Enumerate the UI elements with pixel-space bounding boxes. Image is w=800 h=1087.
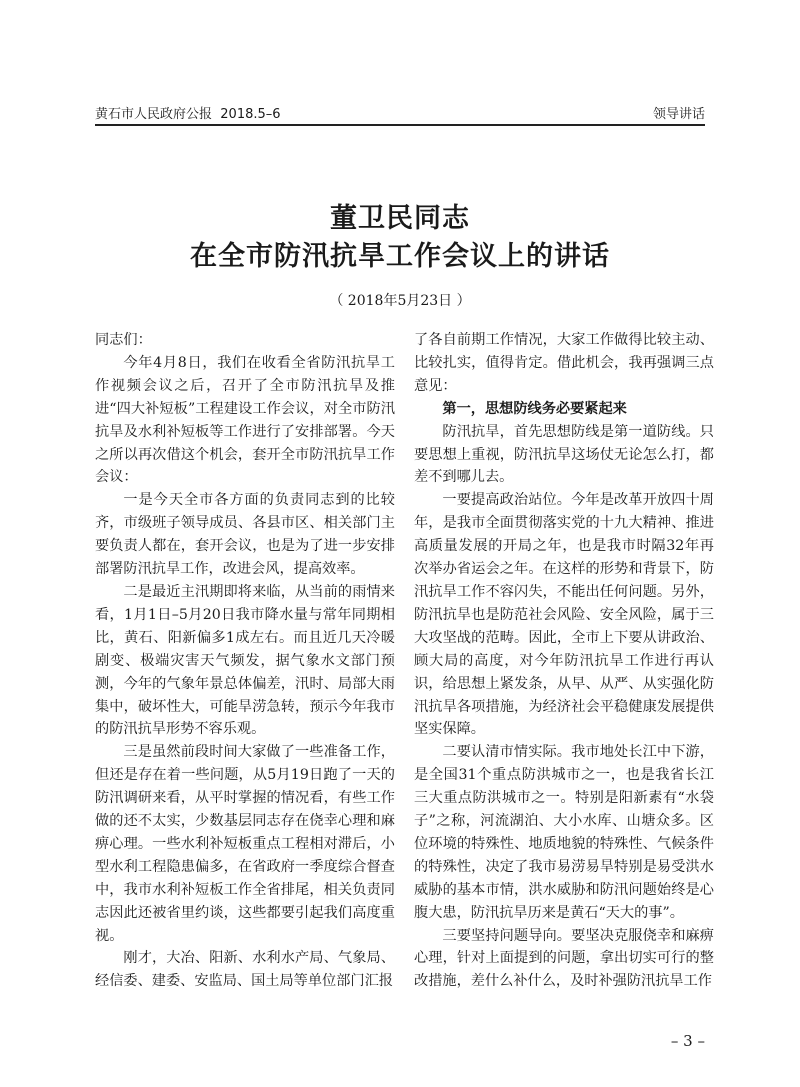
- section-label: 领导讲话: [652, 107, 705, 122]
- issue-number: 2018.5–6: [220, 107, 281, 122]
- title-line-1: 董卫民同志: [330, 203, 470, 234]
- left-column: [95, 329, 395, 993]
- body-paragraph: 二是最近主汛期即将来临，从当前的雨情来看，1月1日–5月20日我市降水量与常年同期相比，黄石、阳新偏多1成左右。而且近几天冷暖剧变、极端灾害天气频发，据气象水文部门预测，今年的气象年景总体偏差，汛时、局部大雨集中，破坏性大，可能旱涝急转，预示今年我市的防汛抗旱形势不容乐观。: [95, 583, 395, 738]
- body-paragraph: 三是虽然前段时间大家做了一些准备工作，但还是存在着一些问题，从5月19日跑了一天的防汛调研来看，从平时掌握的情况看，有些工作做的还不太实，少数基层同志存在侥幸心理和麻痹心理。一些水利补短板重点工程相对滞后，小型水利工程隐患偏多，在省政府一季度综合督查中，我市水利补短板工作全省排尾，相关负责同志因此还被省里约谈，这些都要引起我们高度重视。: [95, 744, 395, 944]
- page-number: – 3 –: [670, 1032, 705, 1050]
- salutation: 同志们：: [95, 332, 152, 348]
- publication-name: 黄石市人民政府公报: [95, 107, 213, 122]
- header-publication-issue: [95, 103, 281, 122]
- title-line-2: 在全市防汛抗旱工作会议上的讲话: [190, 241, 610, 272]
- body-paragraph: 刚才，大冶、阳新、水利水产局、气象局、经信委、建委、安监局、国土局等单位部门汇报: [95, 950, 395, 990]
- header-divider: [95, 124, 705, 126]
- body-paragraph: 今年4月8日，我们在收看全省防汛抗旱工作视频会议之后，召开了全市防汛抗旱及推进“四大补短板”工程建设工作会议，对全市防汛抗旱及水利补短板等工作进行了安排部署。今天之所以再次借这个机会，套开全市防汛抗旱工作会议：: [95, 354, 395, 486]
- body-paragraph: 一要提高政治站位。今年是改革开放四十周年，是我市全面贯彻落实党的十九大精神、推进高质量发展的开局之年，也是我市时隔32年再次举办省运会之年。在这样的形势和背景下，防汛抗旱工作不容闪失，不能出任何问题。另外，防汛抗旱也是防范社会风险、安全风险，属于三大攻坚战的范畴。因此，全市上下要从讲政治、顾大局的高度，对今年防汛抗旱工作进行再认识，给思想上紧发条，从早、从严、从实强化防汛抗旱各项措施，为经济社会平稳健康发展提供坚实保障。: [414, 492, 714, 738]
- section-subheading: 第一，思想防线务必要紧起来: [442, 400, 627, 417]
- body-paragraph: 一是今天全市各方面的负责同志到的比较齐，市级班子领导成员、各县市区、相关部门主要负责人都在，套开会议，也是为了进一步安排部署防汛抗旱工作，改进会风，提高效率。: [95, 492, 395, 578]
- body-paragraph: 二要认清市情实际。我市地处长江中下游，是全国31个重点防洪城市之一，也是我省长江三大重点防洪城市之一。特别是阳新素有“水袋子”之称，河流湖泊、大小水库、山塘众多。区位环境的特殊性、地质地貌的特殊性、气候条件的特殊性，决定了我市易涝易旱特别是易受洪水威胁的基本市情，洪水威胁和防汛问题始终是心腹大患，防汛抗旱历来是黄石“天大的事”。: [414, 744, 714, 921]
- running-header: [95, 101, 705, 121]
- speech-date: （ 2018年5月23日 ）: [329, 293, 471, 309]
- body-paragraph: 防汛抗旱，首先思想防线是第一道防线。只要思想上重视，防汛抗旱这场仗无论怎么打，都差不到哪儿去。: [414, 423, 714, 486]
- body-paragraph: 三要坚持问题导向。要坚决克服侥幸和麻痹心理，针对上面提到的问题，拿出切实可行的整改措施，差什么补什么，及时补强防汛抗旱工作: [414, 927, 714, 990]
- body-paragraph-continued: 了各自前期工作情况，大家工作做得比较主动、比较扎实，值得肯定。借此机会，我再强调三点意见：: [414, 332, 714, 394]
- right-column: [414, 329, 714, 993]
